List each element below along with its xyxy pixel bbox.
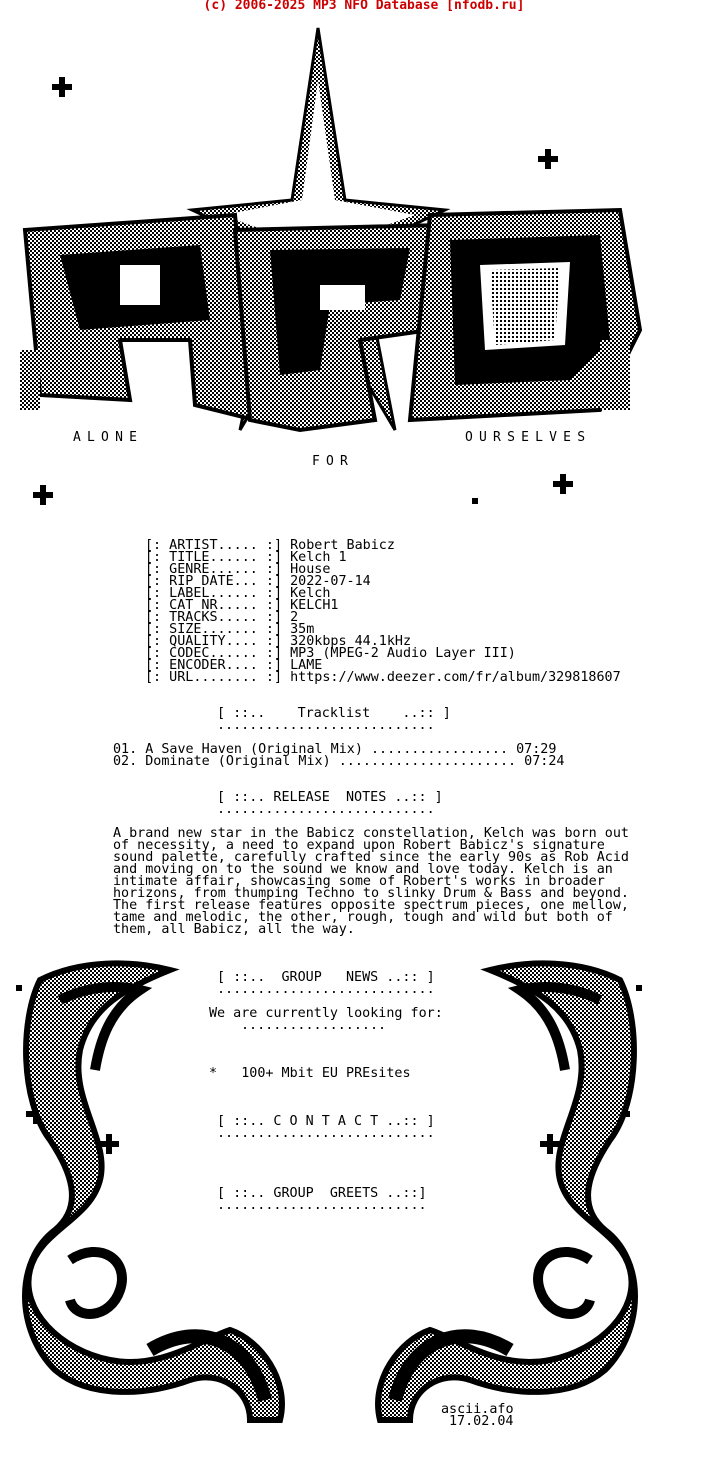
tracklist-header: [ ::.. Tracklist ..:: ] [217,706,451,721]
track-item-2: 02. Dominate (Original Mix) ...................... 07:24 [113,754,565,769]
info-line: [: CODEC...... :] MP3 (MPEG-2 Audio Layer III) [145,646,516,661]
release-notes-line: intimate affair, showcasing some of Robert's works in broader [113,874,605,889]
logo-word-left: ALONE [73,430,144,445]
info-line: [: ARTIST..... :] Robert Babicz [145,538,395,553]
group-news-header: [ ::.. GROUP NEWS ..:: ] [217,970,435,985]
info-line: [: CAT NR..... :] KELCH1 [145,598,339,613]
logo-word-center: FOR [312,454,355,469]
logo-letters [20,210,640,430]
contact-underline: ........................... [217,1126,435,1141]
looking-for-text: We are currently looking for: [209,1006,443,1021]
release-notes-header: [ ::.. RELEASE NOTES ..:: ] [217,790,443,805]
copyright-banner: (c) 2006-2025 MP3 NFO Database [nfodb.ru] [203,0,525,13]
info-line: [: RIP DATE... :] 2022-07-14 [145,574,371,589]
info-line: [: URL........ :] https://www.deezer.com/fr/album/329818607 [145,670,621,685]
ascii-date: 17.02.04 [449,1414,514,1429]
ascii-artist-credit: ascii.afo [441,1402,514,1417]
release-notes-line: A brand new star in the Babicz constellation, Kelch was born out [113,826,629,841]
group-news-underline: ........................... [217,982,435,997]
track-item-1: 01. A Save Haven (Original Mix) ................. 07:29 [113,742,557,757]
release-notes-line: sound palette, carefully crafted since the early 90s as Rob Acid [113,850,629,865]
info-line: [: LABEL...... :] Kelch [145,586,331,601]
release-notes-line: and moving on to the sound we know and love today. Kelch is an [113,862,613,877]
release-notes-line: them, all Babicz, all the way. [113,922,355,937]
release-notes-underline: ........................... [217,802,435,817]
release-notes-line: horizons, from thumping Techno to slinky Drum & Bass and beyond. [113,886,629,901]
tracklist-underline: ........................... [217,718,435,733]
greets-header: [ ::.. GROUP GREETS ..::] [217,1186,427,1201]
info-line: [: TRACKS..... :] 2 [145,610,299,625]
release-notes-line: of necessity, a need to expand upon Robert Babicz's signature [113,838,605,853]
release-notes-line: tame and melodic, the other, rough, tough and wild but both of [113,910,613,925]
contact-header: [ ::.. C O N T A C T ..:: ] [217,1114,435,1129]
info-line: [: GENRE...... :] House [145,562,331,577]
info-line: [: SIZE....... :] 35m [145,622,315,637]
news-list-item: * 100+ Mbit EU PREsites [209,1066,411,1081]
info-line: [: ENCODER.... :] LAME [145,658,323,673]
looking-for-underline: .................. [241,1018,387,1033]
release-notes-line: The first release features opposite spectrum pieces, one mellow, [113,898,629,913]
logo-word-right: OURSELVES [465,430,592,445]
greets-underline: .......................... [217,1198,427,1213]
info-line: [: TITLE...... :] Kelch 1 [145,550,347,565]
info-line: [: QUALITY.... :] 320kbps 44.1kHz [145,634,412,649]
